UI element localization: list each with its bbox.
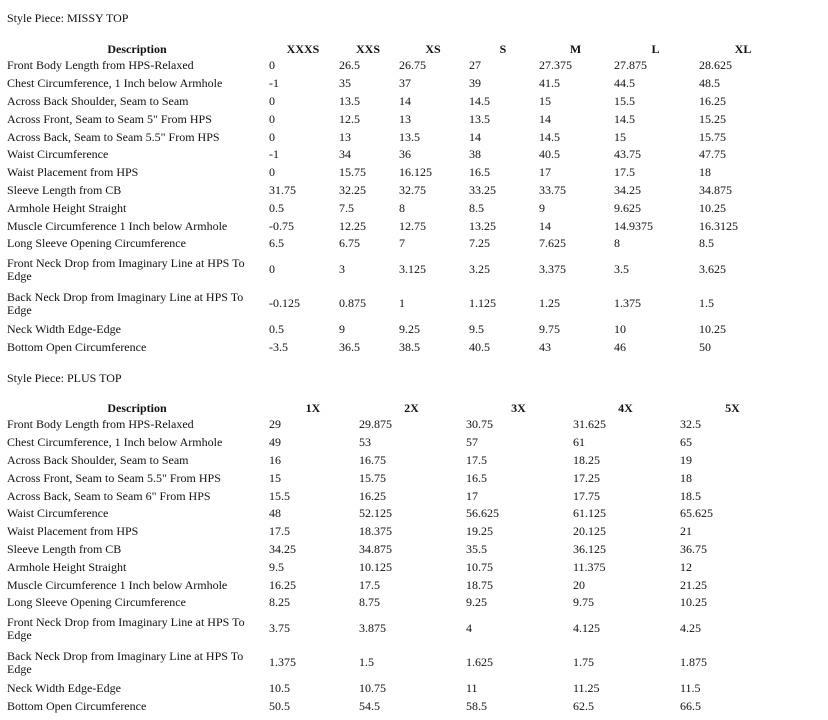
measurement-value: 26.5 [339,58,360,73]
measurement-value: 1 [399,296,405,311]
measurement-value: 6.75 [339,236,360,251]
measurement-value: 9.25 [399,322,420,337]
measurement-name: Muscle Circumference 1 Inch below Armhole [7,218,228,233]
measurement-value: 4.25 [680,621,701,636]
measurement-name: Front Neck Drop from Imaginary Line at HPS To Edge [7,614,245,642]
table-row [5,110,787,128]
measurement-value: 56.625 [466,506,499,521]
measurement-value: 3.5 [614,262,629,277]
measurement-value: 52.125 [359,506,392,521]
measurement-value: 14 [539,111,551,126]
measurement-value: 57 [466,435,478,450]
measurement-value: 15 [269,470,281,485]
measurement-value: 1.875 [680,655,707,670]
measurement-value: 18 [680,470,692,485]
measurement-name: Back Neck Drop from Imaginary Line at HPS To Edge [7,648,244,676]
measurement-value: 15.75 [359,470,386,485]
measurement-value: 32.25 [339,182,366,197]
measurement-value: 32.5 [680,417,701,432]
measurement-value: 12.5 [339,111,360,126]
measurement-value: 16.5 [469,165,490,180]
measurement-value: 12.75 [399,218,426,233]
measurement-value: 18.75 [466,577,493,592]
measurement-value: 8.25 [269,595,290,610]
column-header-size: 5X [725,400,740,415]
measurement-value: 10.75 [466,559,493,574]
measurement-value: 9 [539,200,545,215]
measurement-name: Waist Circumference [7,506,109,521]
measurement-value: 17 [539,165,551,180]
measurement-value: 7.25 [469,236,490,251]
measurement-value: 7 [399,236,405,251]
measurement-value: 16.125 [399,165,432,180]
column-header-description: Description [107,400,167,415]
measurement-value: 15.75 [699,129,726,144]
measurement-value: 0 [269,93,275,108]
measurement-value: 15.5 [614,93,635,108]
measurement-value: 26.75 [399,58,426,73]
missy-spec-table [5,41,787,356]
measurement-value: 62.5 [573,698,594,713]
measurement-value: 7.5 [339,200,354,215]
measurement-value: 17.75 [573,488,600,503]
measurement-name: Across Back Shoulder, Seam to Seam [7,93,189,108]
measurement-value: 16.25 [699,93,726,108]
measurement-value: 36.5 [339,339,360,354]
measurement-value: 14.5 [614,111,635,126]
column-header-size: XS [425,41,441,56]
measurement-name: Across Front, Seam to Seam 5" From HPS [7,111,212,126]
measurement-value: 3.75 [269,621,290,636]
measurement-value: 8 [399,200,405,215]
measurement-value: 16.75 [359,452,386,467]
measurement-value: 15.25 [699,111,726,126]
measurement-value: 11.375 [573,559,606,574]
measurement-value: 1.375 [614,296,641,311]
measurement-value: 53 [359,435,371,450]
measurement-value: 17.5 [614,165,635,180]
table-row [5,487,785,505]
table-row [5,594,785,612]
table-row [5,128,787,146]
table-row [5,57,787,75]
measurement-value: 12.25 [339,218,366,233]
measurement-value: 10.75 [359,681,386,696]
measurement-value: 33.25 [469,182,496,197]
measurement-value: 0.5 [269,200,284,215]
measurement-value: 29.875 [359,417,392,432]
measurement-value: 10 [614,322,626,337]
measurement-value: 4 [466,621,472,636]
measurement-value: 9.625 [614,200,641,215]
measurement-value: 35 [339,76,351,91]
measurement-value: 11.5 [680,681,701,696]
measurement-value: 33.75 [539,182,566,197]
table-row [5,505,785,523]
measurement-value: 50 [699,339,711,354]
measurement-name: Sleeve Length from CB [7,541,122,556]
table-row [5,541,785,559]
column-header-size: M [569,41,582,56]
header-row [5,41,787,57]
measurement-value: 12 [680,559,692,574]
measurement-value: 35.5 [466,541,487,556]
measurement-value: 9.25 [466,595,487,610]
measurement-value: 10.25 [680,595,707,610]
measurement-value: 36.125 [573,541,606,556]
measurement-value: 0 [269,111,275,126]
measurement-value: 21.25 [680,577,707,592]
table-row [5,235,787,253]
measurement-value: 3 [339,262,345,277]
measurement-value: 34.25 [269,541,296,556]
measurement-value: 0.875 [339,296,366,311]
measurement-value: 3.875 [359,621,386,636]
measurement-value: 65.625 [680,506,713,521]
measurement-value: 8 [614,236,620,251]
measurement-value: 1.125 [469,296,496,311]
measurement-value: 17.5 [269,524,290,539]
plus-spec-table [5,400,785,715]
measurement-name: Waist Placement from HPS [7,165,139,180]
measurement-value: 3.125 [399,262,426,277]
measurement-value: 40.5 [539,147,560,162]
measurement-value: 11.25 [573,681,600,696]
measurement-name: Waist Circumference [7,147,109,162]
measurement-value: 9 [339,322,345,337]
measurement-value: 6.5 [269,236,284,251]
measurement-value: 20 [573,577,585,592]
measurement-value: 14 [469,129,481,144]
measurement-name: Chest Circumference, 1 Inch below Armhole [7,435,223,450]
measurement-name: Long Sleeve Opening Circumference [7,236,186,251]
measurement-name: Across Back Shoulder, Seam to Seam [7,452,189,467]
measurement-value: 17.25 [573,470,600,485]
column-header-size: XXXS [286,41,320,56]
measurement-value: 30.75 [466,417,493,432]
measurement-name: Front Neck Drop from Imaginary Line at HPS To Edge [7,255,245,283]
measurement-value: 36 [399,147,411,162]
table-row [5,339,787,357]
measurement-value: 19 [680,452,692,467]
measurement-value: -0.125 [269,296,300,311]
measurement-value: 34.875 [699,182,732,197]
measurement-name: Bottom Open Circumference [7,698,147,713]
measurement-value: 14.5 [539,129,560,144]
measurement-name: Muscle Circumference 1 Inch below Armhole [7,577,228,592]
measurement-value: 40.5 [469,339,490,354]
measurement-value: 13.25 [469,218,496,233]
measurement-value: 9.5 [269,559,284,574]
table-row [5,680,785,698]
measurement-value: 8.75 [359,595,380,610]
measurement-value: 8.5 [699,236,714,251]
table-row [5,469,785,487]
measurement-value: 4.125 [573,621,600,636]
measurement-value: 13.5 [469,111,490,126]
measurement-value: 34 [339,147,351,162]
measurement-value: -3.5 [269,339,288,354]
measurement-value: 16.25 [359,488,386,503]
measurement-value: 17 [466,488,478,503]
measurement-value: 49 [269,435,281,450]
measurement-value: 0 [269,262,275,277]
table-row [5,253,787,287]
column-header-description: Description [107,41,167,56]
measurement-value: 1.5 [699,296,714,311]
measurement-value: 10.125 [359,559,392,574]
measurement-value: 29 [269,417,281,432]
measurement-value: 54.5 [359,698,380,713]
measurement-value: 20.125 [573,524,606,539]
measurement-value: 1.75 [573,655,594,670]
table-row [5,646,785,680]
table-row [5,523,785,541]
measurement-value: 1.625 [466,655,493,670]
measurement-value: 1.5 [359,655,374,670]
measurement-name: Long Sleeve Opening Circumference [7,595,186,610]
measurement-value: 27 [469,58,481,73]
measurement-value: 66.5 [680,698,701,713]
measurement-value: 9.5 [469,322,484,337]
column-header-size: L [651,41,660,56]
measurement-name: Across Back, Seam to Seam 6" From HPS [7,488,211,503]
measurement-value: 10.25 [699,322,726,337]
measurement-value: 11 [466,681,478,696]
measurement-value: 27.875 [614,58,647,73]
measurement-value: 9.75 [573,595,594,610]
measurement-value: 3.25 [469,262,490,277]
measurement-value: 14 [539,218,551,233]
measurement-value: 19.25 [466,524,493,539]
measurement-name: Armhole Height Straight [7,200,127,215]
table-row [5,698,785,716]
measurement-value: 9.75 [539,322,560,337]
measurement-value: 0 [269,58,275,73]
measurement-value: 39 [469,76,481,91]
measurement-name: Across Front, Seam to Seam 5.5" From HPS [7,470,221,485]
measurement-name: Chest Circumference, 1 Inch below Armhole [7,76,223,91]
measurement-value: 18 [699,165,711,180]
measurement-name: Back Neck Drop from Imaginary Line at HPS To Edge [7,289,244,317]
column-header-size: 3X [511,400,526,415]
measurement-value: 14.9375 [614,218,653,233]
measurement-value: 10.5 [269,681,290,696]
measurement-value: 7.625 [539,236,566,251]
measurement-value: 34.875 [359,541,392,556]
table-row [5,217,787,235]
measurement-value: 17.5 [466,452,487,467]
measurement-value: 18.25 [573,452,600,467]
measurement-value: 38.5 [399,339,420,354]
measurement-value: 1.25 [539,296,560,311]
measurement-value: 18.5 [680,488,701,503]
measurement-value: 16 [269,452,281,467]
table-row [5,146,787,164]
measurement-value: 8.5 [469,200,484,215]
measurement-value: 61.125 [573,506,606,521]
measurement-value: 3.625 [699,262,726,277]
measurement-value: 13.5 [399,129,420,144]
measurement-value: 50.5 [269,698,290,713]
table-row [5,321,787,339]
measurement-value: 36.75 [680,541,707,556]
table-row [5,199,787,217]
column-header-size: 4X [618,400,633,415]
measurement-value: 38 [469,147,481,162]
measurement-value: 17.5 [359,577,380,592]
measurement-value: 18.375 [359,524,392,539]
table-row [5,164,787,182]
measurement-value: 31.625 [573,417,606,432]
measurement-name: Neck Width Edge-Edge [7,681,121,696]
measurement-value: 0 [269,129,275,144]
measurement-value: -1 [269,76,279,91]
measurement-name: Across Back, Seam to Seam 5.5" From HPS [7,129,220,144]
table-row [5,434,785,452]
measurement-value: 21 [680,524,692,539]
measurement-value: 43 [539,339,551,354]
measurement-value: 47.75 [699,147,726,162]
measurement-value: 65 [680,435,692,450]
measurement-name: Waist Placement from HPS [7,524,139,539]
measurement-value: 15 [539,93,551,108]
measurement-value: 48 [269,506,281,521]
table-row [5,612,785,646]
measurement-value: 13.5 [339,93,360,108]
measurement-name: Bottom Open Circumference [7,339,147,354]
measurement-value: 14.5 [469,93,490,108]
measurement-value: 44.5 [614,76,635,91]
measurement-name: Front Body Length from HPS-Relaxed [7,417,194,432]
table-row [5,452,785,470]
measurement-value: 31.75 [269,182,296,197]
measurement-value: 0.5 [269,322,284,337]
table-row [5,576,785,594]
table-row [5,416,785,434]
table-row [5,558,785,576]
measurement-value: -0.75 [269,218,294,233]
table-row [5,182,787,200]
measurement-name: Front Body Length from HPS-Relaxed [7,58,194,73]
measurement-value: 34.25 [614,182,641,197]
header-row [5,400,785,416]
measurement-name: Armhole Height Straight [7,559,127,574]
table-row [5,93,787,111]
measurement-value: 15 [614,129,626,144]
measurement-value: 37 [399,76,411,91]
measurement-value: 48.5 [699,76,720,91]
measurement-value: 58.5 [466,698,487,713]
measurement-value: 10.25 [699,200,726,215]
measurement-value: 16.5 [466,470,487,485]
measurement-value: 13 [339,129,351,144]
measurement-value: 28.625 [699,58,732,73]
measurement-value: 61 [573,435,585,450]
measurement-value: 32.75 [399,182,426,197]
measurement-value: 41.5 [539,76,560,91]
plus-title: Style Piece: PLUS TOP [7,371,122,385]
measurement-value: 13 [399,111,411,126]
measurement-value: 14 [399,93,411,108]
measurement-value: 43.75 [614,147,641,162]
measurement-value: 16.3125 [699,218,738,233]
column-header-size: 2X [404,400,419,415]
column-header-size: XL [734,41,752,56]
table-row [5,287,787,321]
measurement-value: 0 [269,165,275,180]
measurement-value: 15.75 [339,165,366,180]
measurement-name: Neck Width Edge-Edge [7,322,121,337]
table-row [5,75,787,93]
measurement-value: -1 [269,147,279,162]
column-header-size: XXS [355,41,380,56]
measurement-value: 46 [614,339,626,354]
missy-title: Style Piece: MISSY TOP [7,11,129,25]
measurement-name: Sleeve Length from CB [7,182,122,197]
measurement-value: 27.375 [539,58,572,73]
measurement-value: 3.375 [539,262,566,277]
column-header-size: S [499,41,507,56]
measurement-value: 15.5 [269,488,290,503]
column-header-size: 1X [305,400,321,415]
measurement-value: 1.375 [269,655,296,670]
measurement-value: 16.25 [269,577,296,592]
